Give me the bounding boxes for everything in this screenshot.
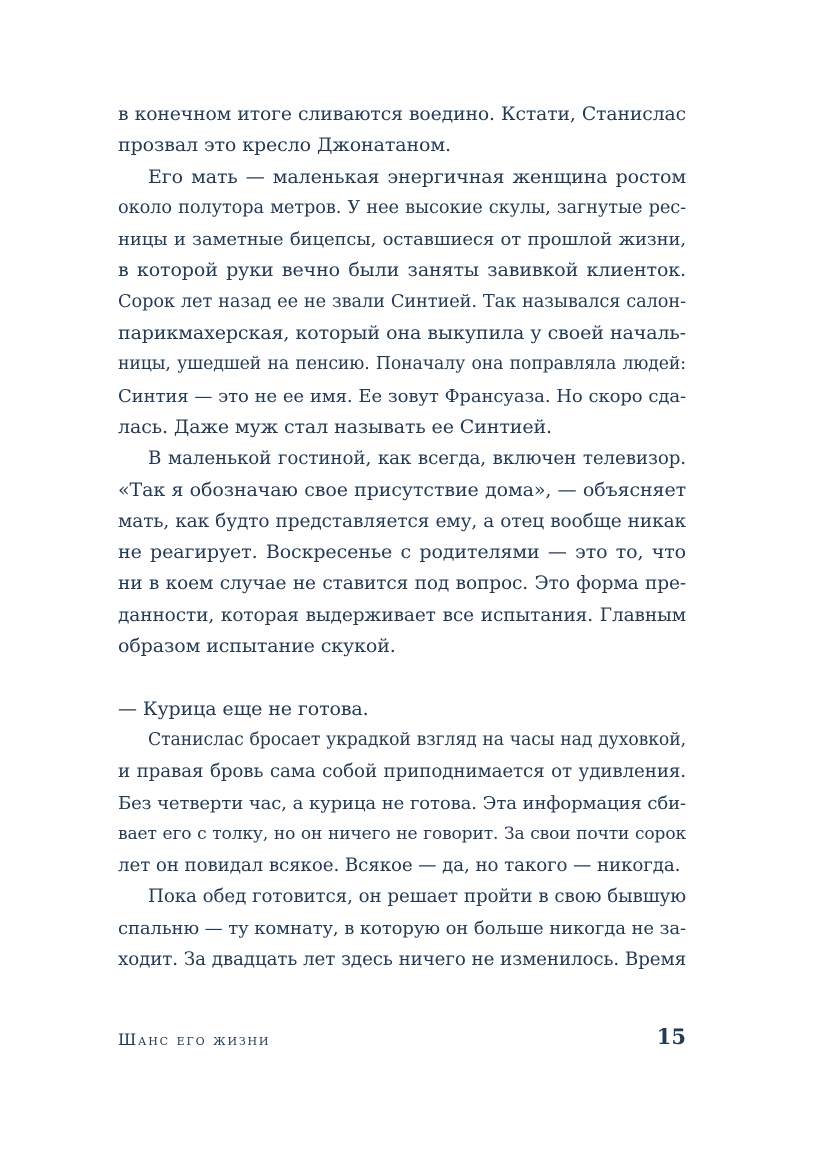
text-line: ходит. За двадцать лет здесь ничего не изменилось. Время <box>118 949 686 971</box>
text-line: спальню — ту комнату, в которую он больше никогда не за- <box>118 917 686 939</box>
text-line: ницы и заметные бицепсы, оставшиеся от прошлой жизни, <box>118 229 686 251</box>
page-body <box>118 99 686 975</box>
text-line: лет он повидал всякое. Всякое — да, но такого — никогда. <box>118 855 681 877</box>
text-line: мать, как будто представляется ему, а отец вообще никак <box>118 510 686 532</box>
text-line: около полутора метров. У нее высокие скулы, загнутые рес- <box>118 197 686 218</box>
text-line: В маленькой гостиной, как всегда, включен телевизор. <box>148 448 686 470</box>
text-line: в которой руки вечно были заняты завивкой клиенток. <box>118 259 686 282</box>
text-line: Его мать — маленькая энергичная женщина ростом <box>148 165 686 188</box>
dialogue-line: — Курица еще не готова. <box>118 697 369 720</box>
text-line: Сорок лет назад ее не звали Синтией. Так назывался салон- <box>118 291 686 312</box>
text-line: парикмахерская, который она выкупила у своей началь- <box>118 322 686 345</box>
text-line: Синтия — это не ее имя. Ее зовут Франсуаза. Но скоро сда- <box>118 385 686 407</box>
text-line: и правая бровь сама собой приподнимается от удивления. <box>118 761 686 783</box>
running-title: Шанс его жизни <box>118 1030 271 1049</box>
text-line: прозвал это кресло Джонатаном. <box>118 134 451 157</box>
text-line: вает его с толку, но он ничего не говорит. За свои почти сорок <box>118 823 686 844</box>
text-line: Без четверти час, а курица не готова. Эта информация сби- <box>118 792 686 814</box>
text-line: данности, которая выдерживает все испытания. Главным <box>118 604 686 626</box>
text-line: образом испытание скукой. <box>118 635 396 658</box>
text-line: в конечном итоге сливаются воедино. Кстати, Станислас <box>118 104 686 125</box>
text-line: Станислас бросает украдкой взгляд на часы над духовкой, <box>148 729 686 750</box>
text-line: Пока обед готовится, он решает пройти в свою бывшую <box>148 886 686 908</box>
text-line: не реагирует. Воскресенье с родителями — это то, что <box>118 541 686 564</box>
text-line: ницы, ушедшей на пенсию. Поначалу она поправляла людей: <box>118 354 686 375</box>
text-line: ни в коем случае не ставится под вопрос. Это форма пре- <box>118 573 686 595</box>
text-line: лась. Даже муж стал называть ее Синтией. <box>118 415 552 438</box>
text-line: «Так я обозначаю свое присутствие дома», — объясняет <box>118 478 686 501</box>
page-footer <box>118 1024 686 1054</box>
page-number: 15 <box>656 1024 686 1049</box>
section-gap <box>118 662 686 693</box>
